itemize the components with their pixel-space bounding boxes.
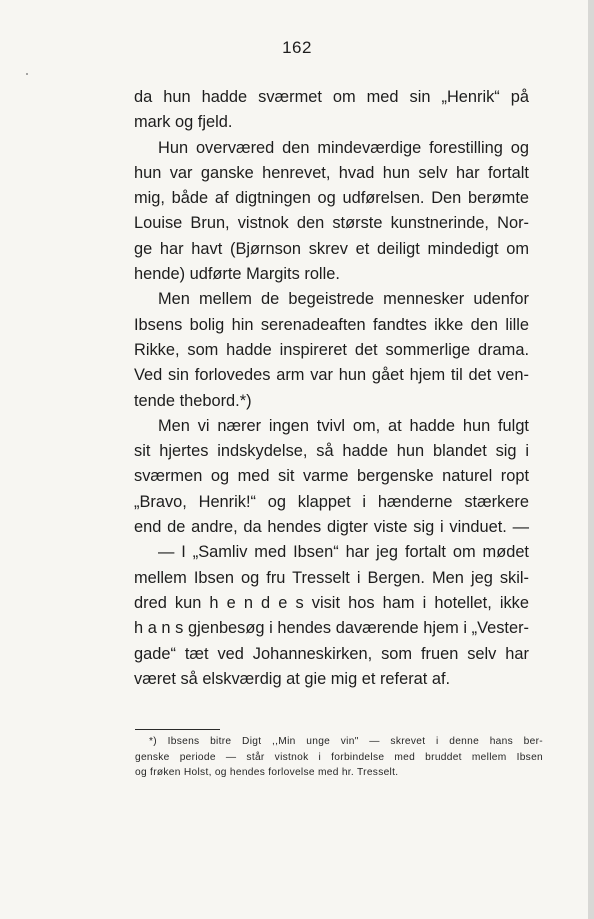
text-line: Men vi nærer ingen tvivl om, at hadde hun fulgt (158, 416, 529, 435)
text-line: da hun hadde sværmet om med sin „Henrik“ på (134, 88, 529, 106)
print-speck (26, 73, 28, 75)
text-line: tende thebord.*) (134, 391, 252, 410)
text-line: — I „Samliv med Ibsen“ har jeg fortalt om mødet (158, 543, 529, 562)
text-line: end de andre, da hendes digter viste sig i vinduet. — (134, 518, 529, 537)
text-line: hende) udførte Margits rolle. (134, 265, 340, 284)
text-line: ge har havt (Bjørnson skrev et deiligt mindedigt om (134, 239, 529, 258)
footnote-divider (135, 729, 220, 730)
text-line: Rikke, som hadde inspireret det sommerlige drama. (134, 340, 529, 359)
footnote (135, 734, 543, 781)
text-line: Hun overværed den mindeværdige forestilling og (158, 138, 529, 157)
footnote-line: *) Ibsens bitre Digt ,,Min unge vin" — skrevet i denne hans ber- (149, 736, 543, 747)
text-line: Ibsens bolig hin serenadeaften fandtes ikke den lille (134, 315, 529, 334)
text-line: „Bravo, Henrik!“ og klappet i hænderne stærkere (134, 492, 529, 511)
text-line: dred kun h e n d e s visit hos ham i hotellet, ikke (134, 593, 529, 612)
text-line: været så elskværdig at gie mig et referat af. (134, 669, 451, 688)
text-line: mig, både af digtningen og udførelsen. Den berømte (134, 189, 529, 208)
text-line: sværmen og med sit varme bergenske naturel ropt (134, 467, 529, 486)
body-text (134, 85, 529, 692)
page-edge (588, 0, 594, 919)
footnote-line: og frøken Holst, og hendes forlovelse med hr. Tresselt. (135, 767, 399, 778)
text-line: Ved sin forlovedes arm var hun gået hjem til det ven- (134, 366, 529, 385)
text-line: mellem Ibsen og fru Tresselt i Bergen. Men jeg skil- (134, 568, 529, 587)
text-line: sit hjertes indskydelse, så hadde hun blandet sig i (134, 442, 529, 461)
text-line: gade“ tæt ved Johanneskirken, som fruen selv har (134, 644, 529, 663)
text-line: mark og fjeld. (134, 113, 233, 132)
text-line: hun var ganske henrevet, hvad hun selv har fortalt (134, 163, 529, 182)
page-number: 162 (282, 38, 312, 57)
text-line: h a n s gjenbesøg i hendes daværende hjem i „Vester- (134, 619, 529, 638)
text-line: Louise Brun, vistnok den største kunstnerinde, Nor- (134, 214, 529, 233)
footnote-line: genske periode — står vistnok i forbindelse med bruddet mellem Ibsen (135, 751, 543, 763)
text-line: Men mellem de begeistrede mennesker udenfor (158, 290, 529, 309)
